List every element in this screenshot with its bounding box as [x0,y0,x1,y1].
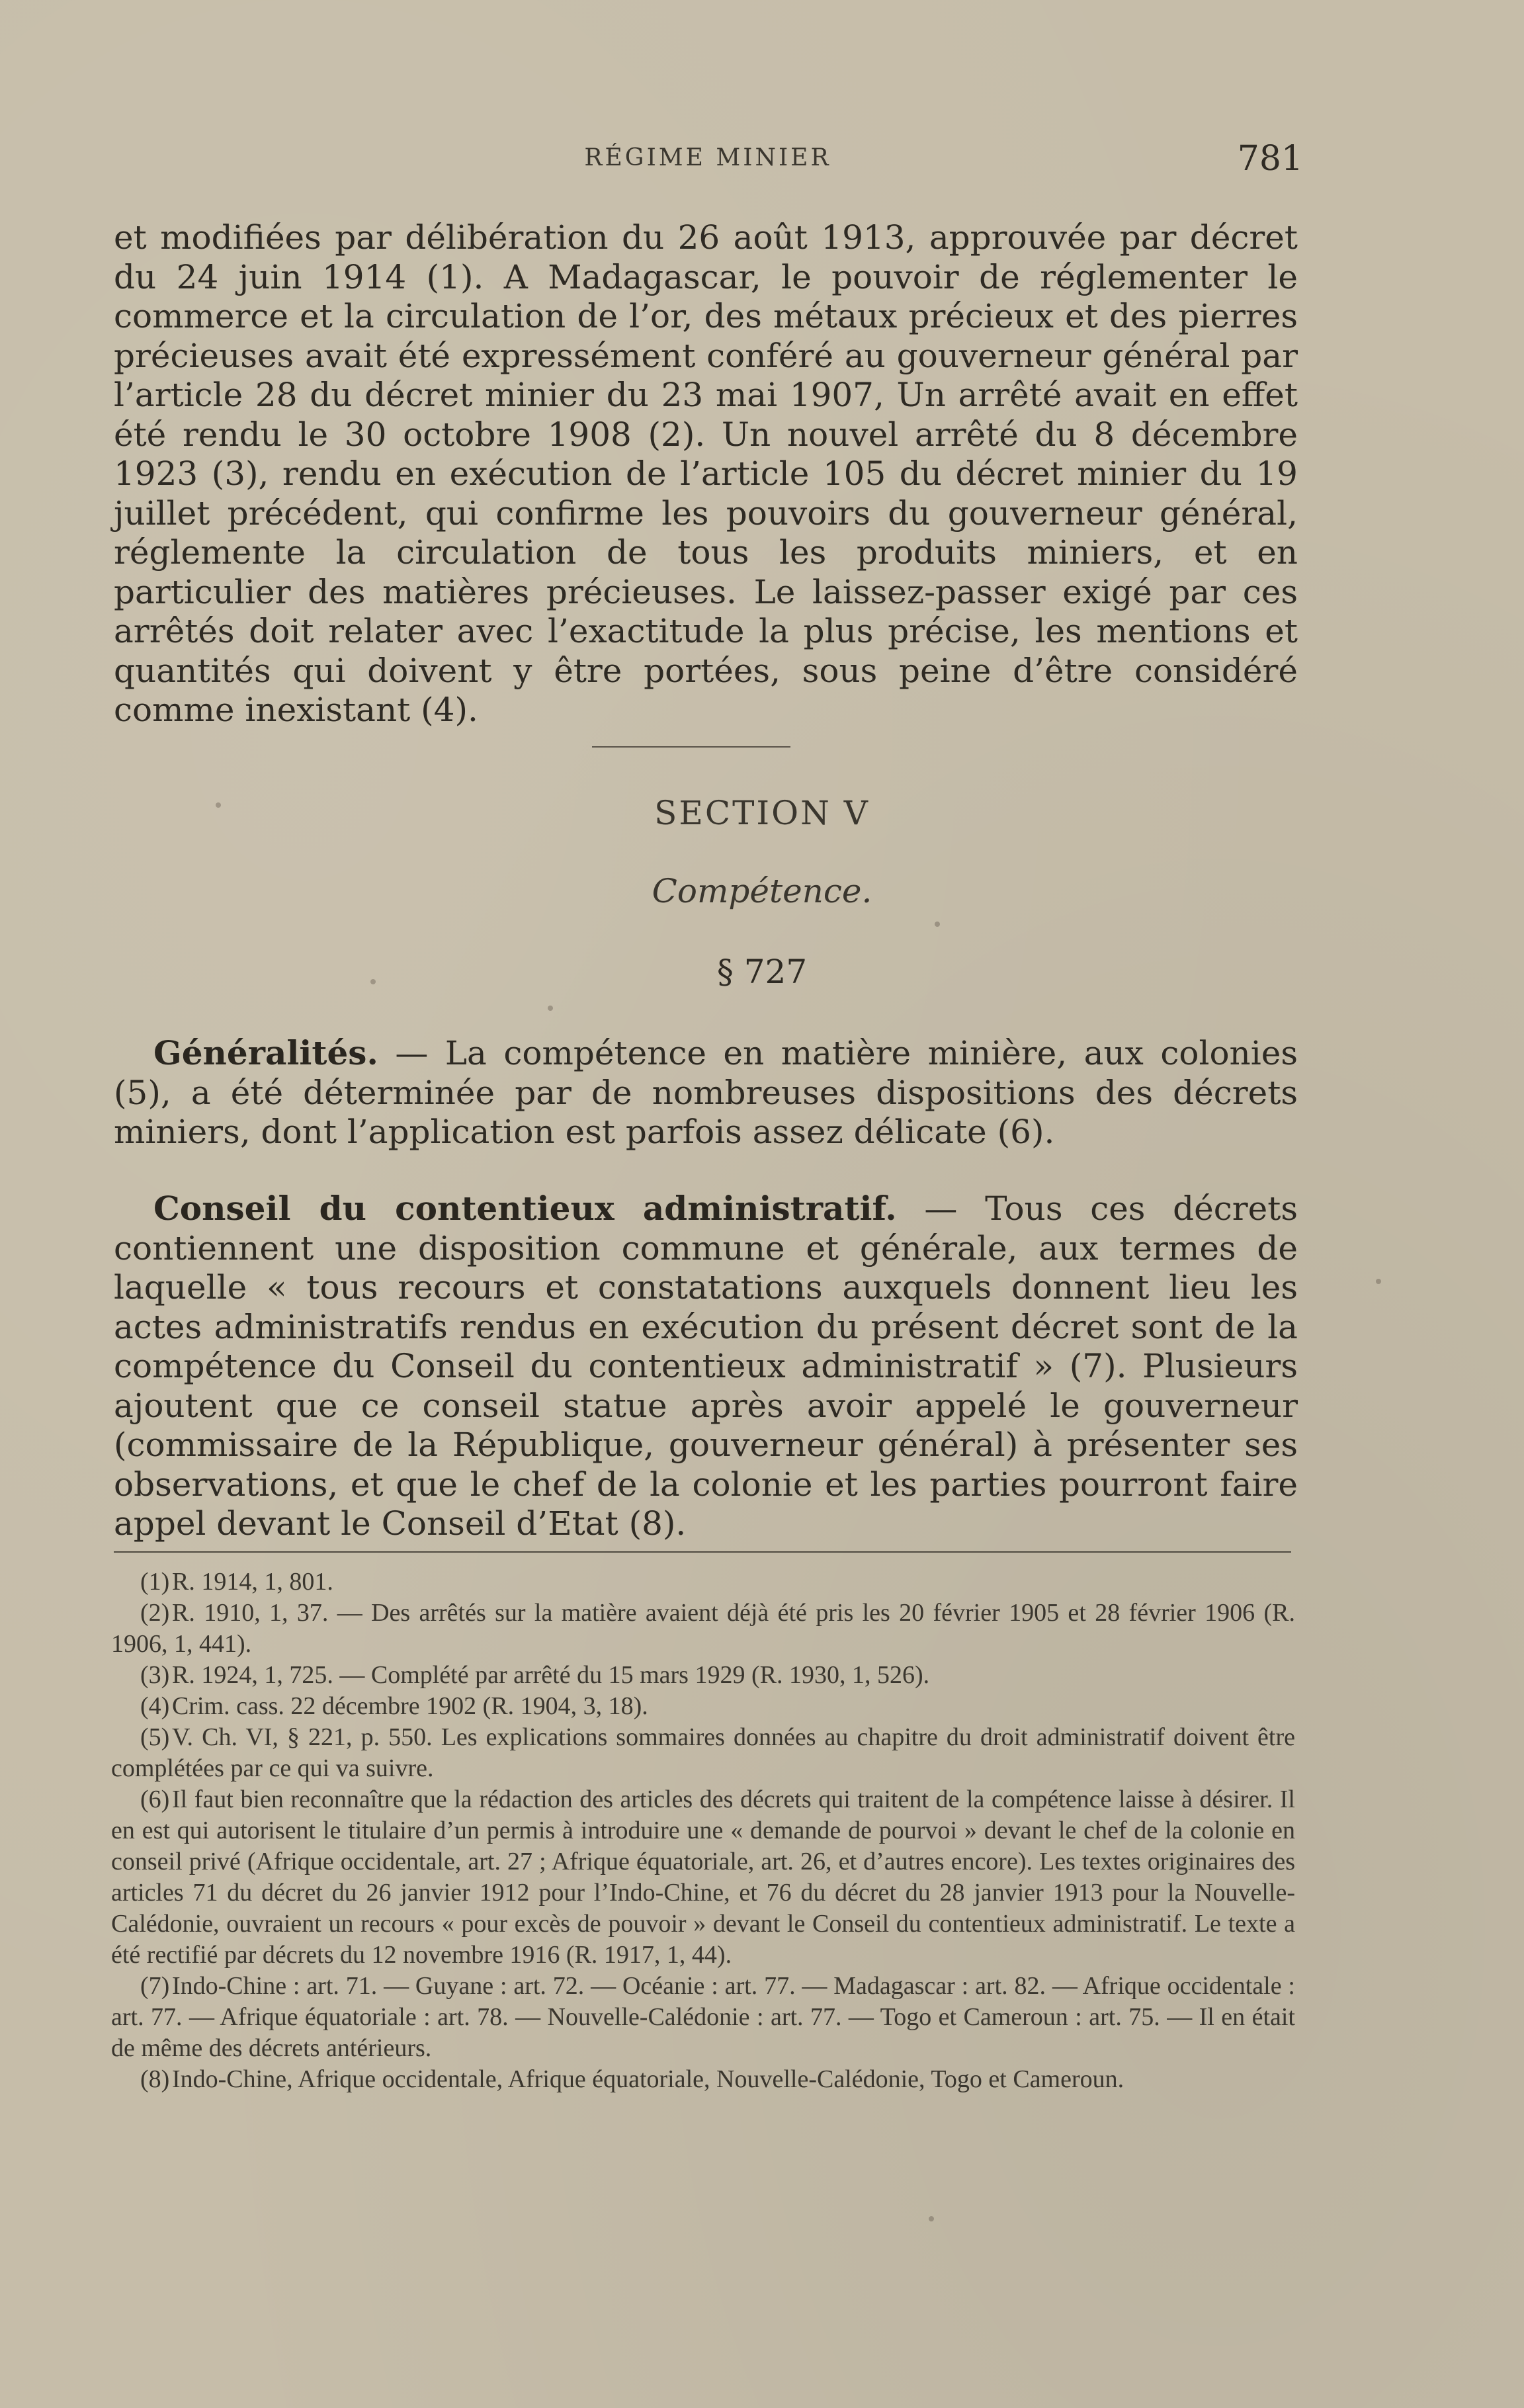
paper-speck [1376,1279,1381,1284]
paper-speck [929,2216,934,2221]
footnotes [111,1567,1295,2095]
paragraph-number: § 727 [716,953,808,991]
conseil-paragraph [114,1189,1298,1544]
footnote-number: (4) [140,1692,170,1720]
footnote-text: R. 1910, 1, 37. — Des arrêtés sur la matière avaient déjà été pris les 20 février 1905 et 28 février 1906 (R. 1906, 1, 441). [111,1599,1295,1658]
running-title: RÉGIME MINIER [584,144,831,171]
generalites-block [114,1033,1298,1152]
section-title: SECTION V [654,794,870,832]
footnote-text: Indo-Chine : art. 71. — Guyane : art. 72. — Océanie : art. 77. — Madagascar : art. 82. — Afrique occidentale : art. 77. — Afrique équatoriale : art. 78. — Nouvelle-Calédonie : art. 77. — Togo et Cameroun : art. 75. — Il en était de même des décrets antérieurs. [111,1972,1295,2062]
conseil-text: — Tous ces décrets contiennent une disposition commune et générale, aux termes de laquelle « tous recours et constatations auxquels donnent lieu les actes administratifs rendus en exécution du présent décret sont de la compétence du Conseil du contentieux administratif » (7). Plusieurs ajoutent que ce conseil statue après avoir appelé le gouverneur (commissaire de la République, gouverneur général) à présenter ses observations, et que le chef de la colonie et les parties pourront faire appel devant le Conseil d’Etat (8). [114,1189,1298,1543]
intro-block [114,218,1298,730]
generalites-text: — La compétence en matière minière, aux colonies (5), a été déterminée par de nombreuses dispositions des décrets miniers, dont l’application est parfois assez délicate (6). [114,1034,1298,1151]
generalites-heading: Généralités. [153,1033,378,1072]
paper-speck [935,922,940,927]
paper-speck [216,802,221,808]
footnote-number: (8) [140,2065,170,2093]
footnote-number: (5) [140,1723,170,1751]
footnote [111,2064,1295,2095]
footnote-number: (1) [140,1568,170,1596]
footnote-text: R. 1914, 1, 801. [172,1568,333,1596]
footnote [111,1598,1295,1660]
footnote-text: Crim. cass. 22 décembre 1902 (R. 1904, 3, 18). [172,1692,648,1720]
footnote-number: (6) [140,1785,170,1813]
paper-speck [548,1006,553,1011]
footnote-text: Il faut bien reconnaître que la rédaction des articles des décrets qui traitent de la compétence laisse à désirer. Il en est qui autorisent le titulaire d’un permis à introduire une « demande de pourvoi » devant le chef de la colonie en conseil privé (Afrique occidentale, art. 27 ; Afrique équatoriale, art. 26, et d’autres encore). Les textes originaires des articles 71 du décret du 26 janvier 1912 pour l’Indo-Chine, et 76 du décret du 28 janvier 1913 pour la Nouvelle-Calédonie, ouvraient un recours « pour excès de pouvoir » devant le Conseil du contentieux administratif. Le texte a été rectifié par décrets du 12 novembre 1916 (R. 1917, 1, 44). [111,1785,1295,1969]
page-header [112,139,1303,184]
footnote-text: R. 1924, 1, 725. — Complété par arrêté du 15 mars 1929 (R. 1930, 1, 526). [172,1661,930,1689]
footnote [111,1784,1295,1971]
section-subtitle: Compétence. [652,872,872,910]
footnote-number: (3) [140,1661,170,1689]
footnote-number: (2) [140,1599,170,1627]
footnote [111,1567,1295,1598]
footnote-text: V. Ch. VI, § 221, p. 550. Les explications sommaires données au chapitre du droit administratif doivent être complétées par ce qui va suivre. [111,1723,1295,1782]
page-number: 781 [1237,139,1303,179]
conseil-block [114,1189,1298,1544]
footnote-text: Indo-Chine, Afrique occidentale, Afrique équatoriale, Nouvelle-Calédonie, Togo et Cameroun. [172,2065,1124,2093]
footnote-separator [114,1551,1291,1553]
footnote [111,1691,1295,1722]
footnote [111,1722,1295,1784]
paper-speck [370,979,376,984]
footnote-number: (7) [140,1972,170,2000]
footnote [111,1971,1295,2064]
conseil-heading: Conseil du contentieux administratif. [153,1189,897,1228]
section-divider [592,746,790,748]
intro-paragraph: et modifiées par délibération du 26 août 1913, approuvée par décret du 24 juin 1914 (1). A Madagascar, le pouvoir de réglementer le commerce et la circulation de l’or, des métaux précieux et des pierres précieuses avait été expressément conféré au gouverneur général par l’article 28 du décret minier du 23 mai 1907, Un arrêté avait en effet été rendu le 30 octobre 1908 (2). Un nouvel arrêté du 8 décembre 1923 (3), rendu en exécution de l’article 105 du décret minier du 19 juillet précédent, qui confirme les pouvoirs du gouverneur général, réglemente la circulation de tous les produits miniers, et en particulier des matières précieuses. Le laissez-passer exigé par ces arrêtés doit relater avec l’exactitude la plus précise, les mentions et quantités qui doivent y être portées, sous peine d’être considéré comme inexistant (4). [114,218,1298,729]
footnote [111,1660,1295,1691]
generalites-paragraph [114,1033,1298,1152]
